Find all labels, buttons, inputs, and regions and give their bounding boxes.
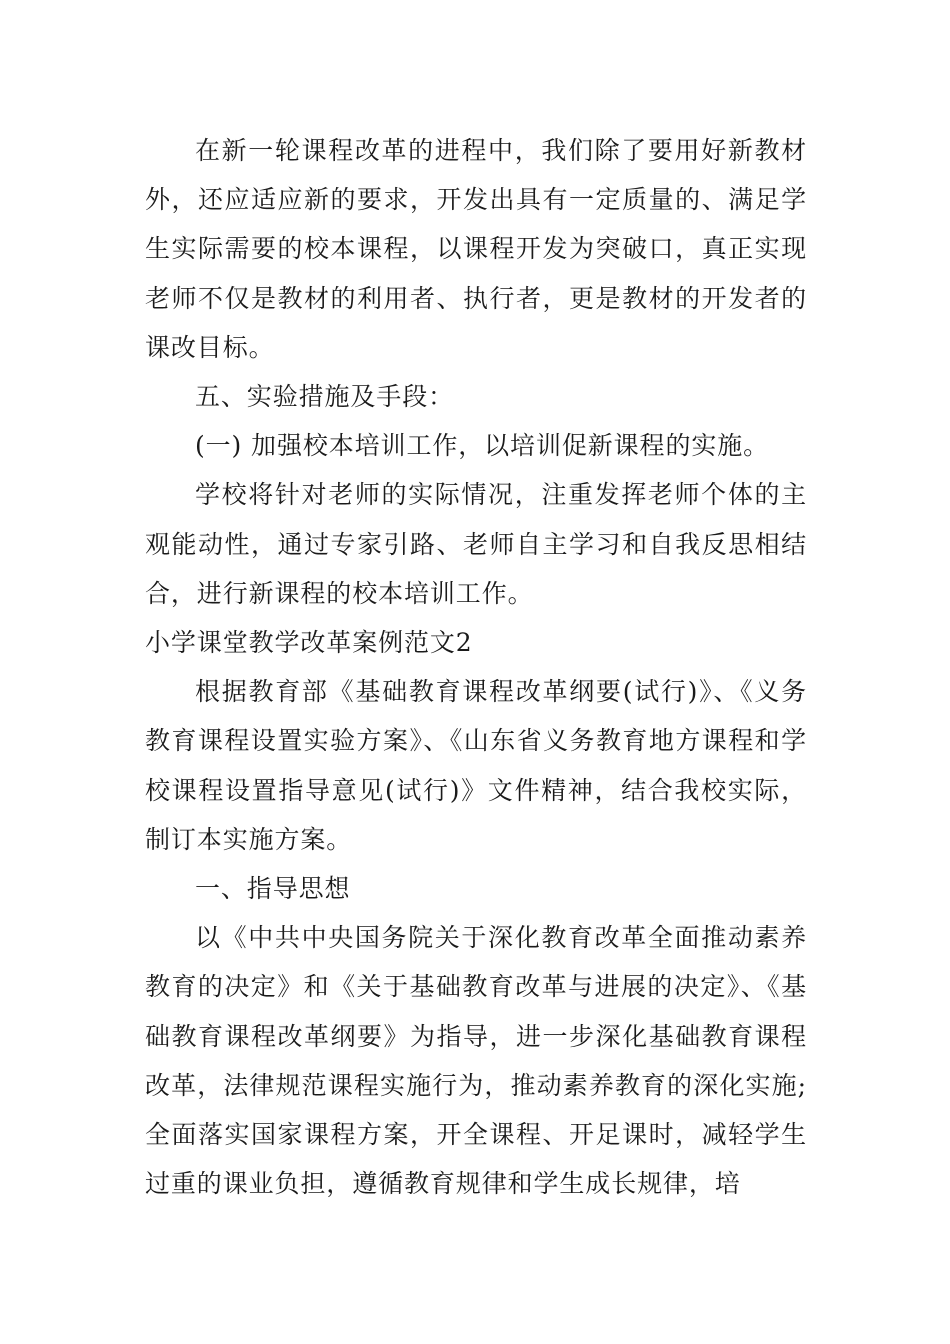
paragraph-curriculum-development: 在新一轮课程改革的进程中，我们除了要用好新教材外，还应适应新的要求，开发出具有一定质量的、满足学生实际需要的校本课程，以课程开发为突破口，真正实现老师不仅是教材的利用者、执行者，更是教材的开发者的课改目标。 (145, 136, 807, 362)
paragraph-basis: 根据教育部《基础教育课程改革纲要(试行)》、《义务教育课程设置实验方案》、《山东省义务教育地方课程和学校课程设置指导意见(试行)》文件精神，结合我校实际，制订本实施方案。 (145, 677, 807, 854)
document-title-case-2: 小学课堂教学改革案例范文2 (145, 628, 473, 658)
section-heading-measures: 五、实验措施及手段： (195, 382, 455, 412)
subsection-heading-training: (一) 加强校本培训工作，以培训促新课程的实施。 (195, 431, 770, 461)
section-heading-guiding-ideology: 一、指导思想 (195, 874, 351, 904)
paragraph-guiding-ideology: 以《中共中央国务院关于深化教育改革全面推动素养教育的决定》和《关于基础教育改革与进展的决定》、《基础教育课程改革纲要》为指导，进一步深化基础教育课程改革，法律规范课程实施行为，推动素养教育的深化实施;全面落实国家课程方案，开全课程、开足课时，减轻学生过重的课业负担，遵循教育规律和学生成长规律，培 (145, 923, 807, 1199)
paragraph-school-training: 学校将针对老师的实际情况，注重发挥老师个体的主观能动性，通过专家引路、老师自主学习和自我反思相结合，进行新课程的校本培训工作。 (145, 480, 807, 608)
document-body (145, 126, 807, 1208)
